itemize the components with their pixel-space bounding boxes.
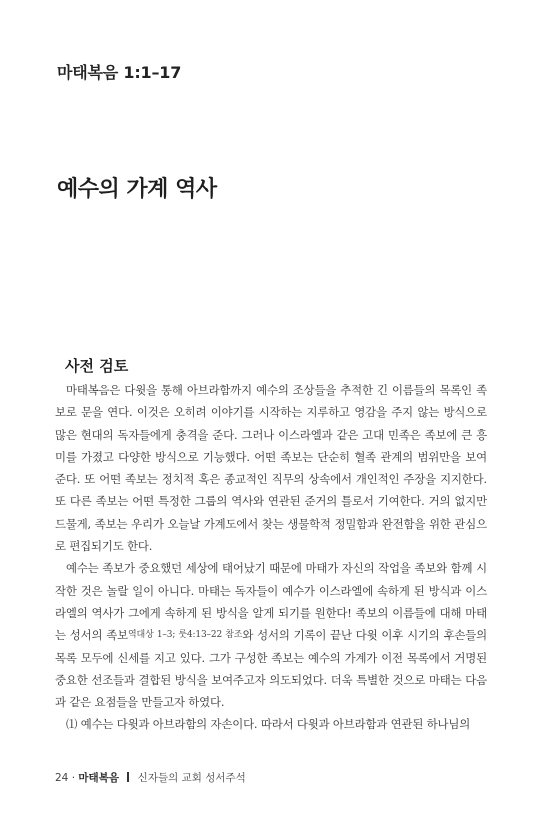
body-text xyxy=(55,379,487,736)
footer-book-title: 마태복음 xyxy=(78,772,119,784)
paragraph-2-part-b: 와 성서의 기록이 끝난 다윗 이후 시기의 후손들의 목록 모두에 신세를 지고 있다. 그가 구성한 족보는 예수의 가계가 이전 목록에서 거명된 중요한 선조들과 결합된 방식을 보여주고자 의도되었다. 더욱 특별한 것으로 마태는 다음과 같은 요점들을 만들고자 하였다. xyxy=(55,628,487,710)
scripture-reference-note: 역대상 1–3; 룻4:13–22 참조 xyxy=(128,630,243,641)
footer-series-title: 신자들의 교회 성서주석 xyxy=(137,772,246,784)
footer-separator: · xyxy=(71,772,76,784)
page-number: 24 xyxy=(55,772,69,784)
section-title: 예수의 가계 역사 xyxy=(57,177,217,202)
paragraph-3: ⑴ 예수는 다윗과 아브라함의 자손이다. 따라서 다윗과 아브라함과 연관된 하나님의 xyxy=(66,717,471,732)
footer-divider xyxy=(127,772,129,782)
paragraph-2 xyxy=(55,557,487,713)
subheading: 사전 검토 xyxy=(65,357,129,375)
paragraph-1: 마태복음은 다윗을 통해 아브라함까지 예수의 조상들을 추적한 긴 이름들의 목록인 족보로 문을 연다. 이것은 오히려 이야기를 시작하는 지루하고 영감을 주지 않는 방식으로 많은 현대의 독자들에게 충격을 준다. 그러나 이스라엘과 같은 고대 민족은 족보에 큰 흥미를 가졌고 다양한 방식으로 기능했다. 어떤 족보는 단순히 혈족 관계의 범위만을 보여준다. 또 어떤 족보는 정치적 혹은 종교적인 직무의 상속에서 개인적인 주장을 지지한다. 또 다른 족보는 어떤 특정한 그룹의 역사와 연관된 준거의 틀로서 기여한다. 거의 없지만 드물게, 족보는 우리가 오늘날 가계도에서 찾는 생물학적 정밀함과 완전함을 위한 관심으로 편집되기도 한다. xyxy=(55,383,487,554)
chapter-reference: 마태복음 1:1–17 xyxy=(57,63,182,82)
page-footer xyxy=(55,770,246,785)
paragraph-2-part-a: 예수는 족보가 중요했던 세상에 태어났기 때문에 마태가 자신의 작업을 족보와 함께 시작한 것은 놀랄 일이 아니다. 마태는 독자들이 예수가 이스라엘에 속하게 된 방식과 이스라엘의 역사가 그에게 속하게 된 방식을 알게 되기를 원한다! 족보의 이름들에 대해 마태는 성서의 족보 xyxy=(55,561,487,643)
